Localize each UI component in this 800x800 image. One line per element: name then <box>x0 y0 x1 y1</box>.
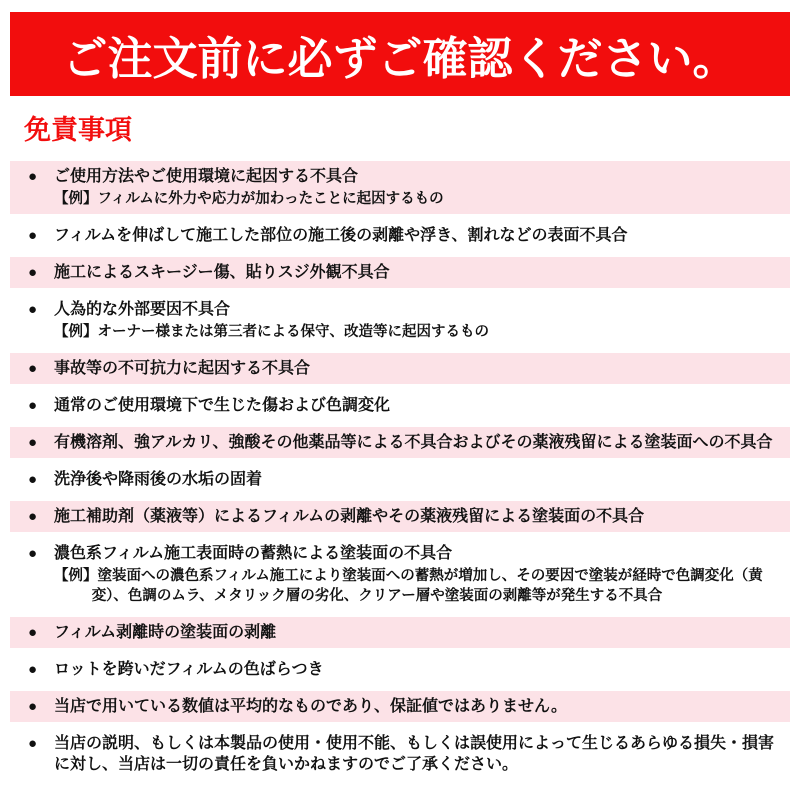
item-title: 通常のご使用環境下で生じた傷および色調変化 <box>54 396 391 414</box>
item-text <box>54 262 782 283</box>
item-text <box>54 506 782 527</box>
item-text <box>54 166 782 209</box>
bullet-icon: ● <box>28 507 38 525</box>
disclaimer-item <box>10 617 790 648</box>
item-example: 【例】フィルムに外力や応力が加わったことに起因するもの <box>54 190 444 207</box>
bullet-icon: ● <box>28 433 38 451</box>
item-title: 事故等の不可抗力に起因する不具合 <box>54 359 311 377</box>
item-title: ご使用方法やご使用環境に起因する不具合 <box>54 167 359 185</box>
item-title: 施工によるスキージー傷、貼りスジ外観不具合 <box>54 263 390 281</box>
bullet-icon: ● <box>28 359 38 377</box>
disclaimer-item <box>10 501 790 532</box>
bullet-icon: ● <box>28 660 38 678</box>
bullet-icon: ● <box>28 544 38 562</box>
item-title: 濃色系フィルム施工表面時の蓄熱による塗装面の不具合 <box>54 544 453 562</box>
item-text <box>54 543 782 606</box>
item-text <box>54 432 782 453</box>
disclaimer-item <box>10 353 790 384</box>
item-text <box>54 299 782 342</box>
item-text <box>54 469 782 490</box>
item-text <box>54 358 782 379</box>
item-title: 当店で用いている数値は平均的なものであり、保証値ではありません。 <box>54 697 567 715</box>
item-text <box>54 696 782 717</box>
item-title: 施工補助剤（薬液等）によるフィルムの剥離やその薬液残留による塗装面の不具合 <box>54 507 645 525</box>
item-text <box>54 395 782 416</box>
bullet-icon: ● <box>28 470 38 488</box>
item-example: 【例】塗装面への濃色系フィルム施工により塗装面への蓄熱が増加し、その要因で塗装が経時で色調変化（黄変）、色調のムラ、メタリック層の劣化、クリアー層や塗装面の剥離等が発生する不具合 <box>54 567 763 604</box>
bullet-icon: ● <box>28 167 38 185</box>
item-text <box>54 225 782 246</box>
disclaimer-item <box>10 294 790 347</box>
bullet-icon: ● <box>28 300 38 318</box>
item-title: 人為的な外部要因不具合 <box>54 300 231 318</box>
disclaimer-item <box>10 220 790 251</box>
item-title: フィルムを伸ばして施工した部位の施工後の剥離や浮き、割れなどの表面不具合 <box>54 226 628 244</box>
disclaimer-item <box>10 390 790 421</box>
confirm-before-order-banner <box>10 12 790 96</box>
disclaimer-item <box>10 257 790 288</box>
item-text <box>54 733 782 775</box>
bullet-icon: ● <box>28 734 38 752</box>
disclaimer-item <box>10 464 790 495</box>
item-title: 当店の説明、もしくは本製品の使用・使用不能、もしくは誤使用によって生じるあらゆる損失・損害に対し、当店は一切の責任を負いかねますのでご了承ください。 <box>54 734 775 773</box>
disclaimer-list <box>10 161 790 780</box>
disclaimer-item <box>10 427 790 458</box>
item-title: フィルム剥離時の塗装面の剥離 <box>54 623 277 641</box>
disclaimer-item <box>10 161 790 214</box>
item-text <box>54 659 782 680</box>
bullet-icon: ● <box>28 263 38 281</box>
bullet-icon: ● <box>28 623 38 641</box>
bullet-icon: ● <box>28 396 38 414</box>
bullet-icon: ● <box>28 226 38 244</box>
disclaimer-item <box>10 654 790 685</box>
item-title: 洗浄後や降雨後の水垢の固着 <box>54 470 263 488</box>
disclaimer-item <box>10 728 790 780</box>
banner-text: ご注文前に必ずご確認ください。 <box>62 32 738 84</box>
bullet-icon: ● <box>28 697 38 715</box>
disclaimer-item <box>10 691 790 722</box>
disclaimer-item <box>10 538 790 611</box>
item-example: 【例】オーナー様または第三者による保守、改造等に起因するもの <box>54 323 489 340</box>
item-title: ロットを跨いだフィルムの色ばらつき <box>54 660 324 678</box>
item-title: 有機溶剤、強アルカリ、強酸その他薬品等による不具合およびその薬液残留による塗装面への不具合 <box>54 433 773 451</box>
page-title: 免責事項 <box>24 115 132 145</box>
item-text <box>54 622 782 643</box>
